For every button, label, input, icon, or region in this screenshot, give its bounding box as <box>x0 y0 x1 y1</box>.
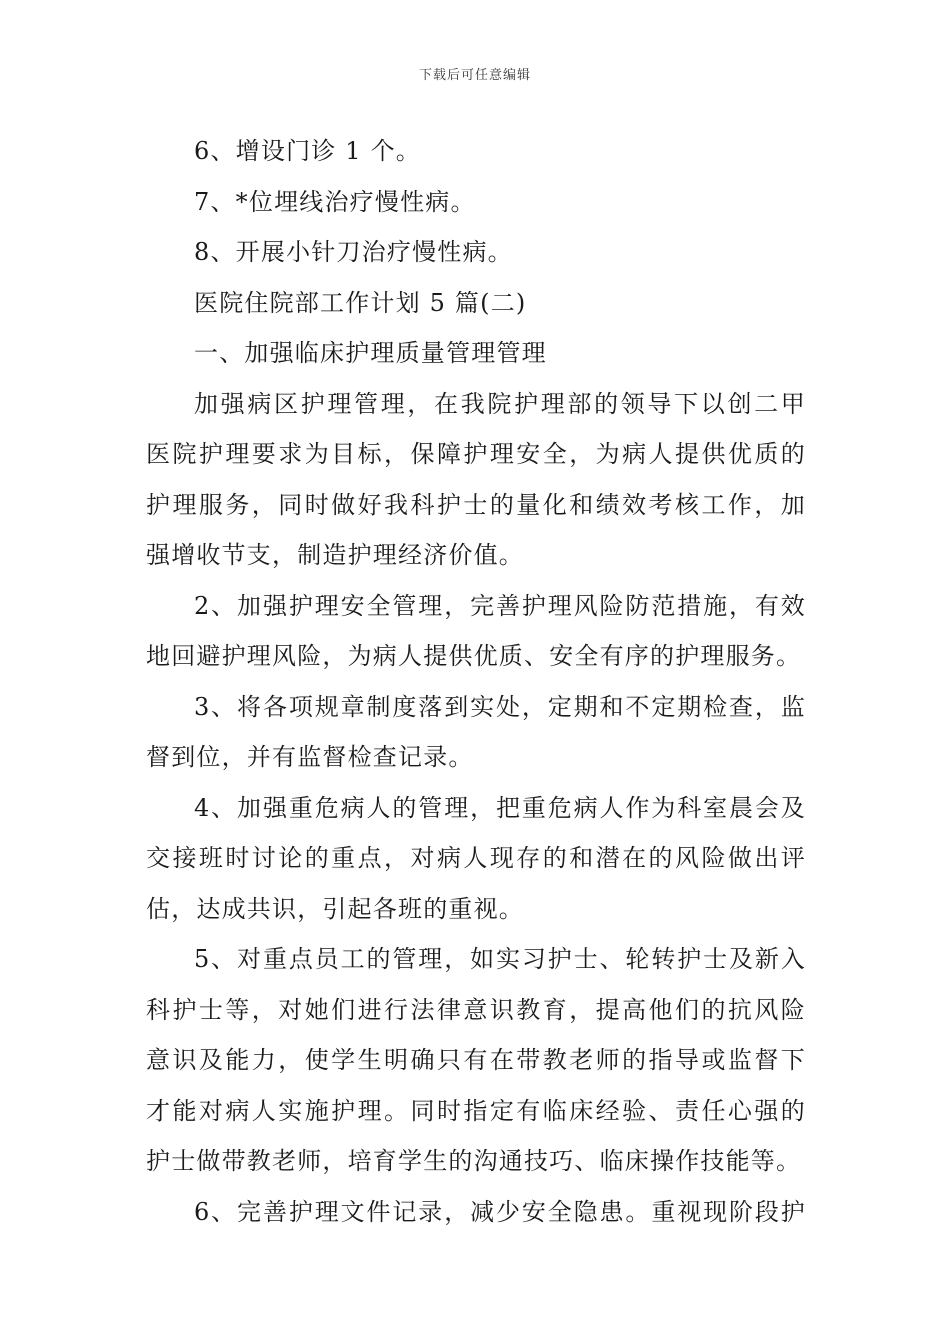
paragraph-6-line-1: 6、完善护理文件记录，减少安全隐患。重视现阶段护 <box>194 1197 806 1226</box>
list-item-6: 6、增设门诊 1 个。 <box>194 137 421 165</box>
paragraph-5-line-5: 护士做带教老师，培育学生的沟通技巧、临床操作技能等。 <box>146 1147 802 1175</box>
list-item-8: 8、开展小针刀治疗慢性病。 <box>194 238 513 266</box>
page-header-note: 下载后可任意编辑 <box>418 68 531 83</box>
paragraph-1-line-1: 加强病区护理管理，在我院护理部的领导下以创二甲 <box>194 389 806 418</box>
paragraph-5-line-2: 科护士等，对她们进行法律意识教育，提高他们的抗风险 <box>146 995 806 1024</box>
paragraph-5-line-1: 5、对重点员工的管理，如实习护士、轮转护士及新入 <box>194 945 806 973</box>
list-item-7: 7、*位埋线治疗慢性病。 <box>194 187 476 216</box>
paragraph-1-line-2: 医院护理要求为目标，保障护理安全，为病人提供优质的 <box>146 440 806 468</box>
paragraph-4-line-2: 交接班时讨论的重点，对病人现存的和潜在的风险做出评 <box>146 844 806 872</box>
paragraph-2-line-2: 地回避护理风险，为病人提供优质、安全有序的护理服务。 <box>146 642 802 670</box>
paragraph-5-line-3: 意识及能力，使学生明确只有在带教老师的指导或监督下 <box>146 1046 806 1074</box>
section-title: 医院住院部工作计划 5 篇(二) <box>194 288 527 317</box>
section-heading-1: 一、加强临床护理质量管理管理 <box>194 339 547 367</box>
paragraph-3-line-1: 3、将各项规章制度落到实处，定期和不定期检查，监 <box>194 692 806 721</box>
paragraph-4-line-3: 估，达成共识，引起各班的重视。 <box>146 894 524 923</box>
paragraph-2-line-1: 2、加强护理安全管理，完善护理风险防范措施，有效 <box>194 591 806 620</box>
paragraph-4-line-1: 4、加强重危病人的管理，把重危病人作为科室晨会及 <box>194 793 806 822</box>
paragraph-1-line-4: 强增收节支，制造护理经济价值。 <box>146 541 524 569</box>
paragraph-1-line-3: 护理服务，同时做好我科护士的量化和绩效考核工作，加 <box>146 490 806 519</box>
paragraph-3-line-2: 督到位，并有监督检查记录。 <box>146 743 474 771</box>
paragraph-5-line-4: 才能对病人实施护理。同时指定有临床经验、责任心强的 <box>146 1096 806 1125</box>
document-body <box>146 126 806 1237</box>
